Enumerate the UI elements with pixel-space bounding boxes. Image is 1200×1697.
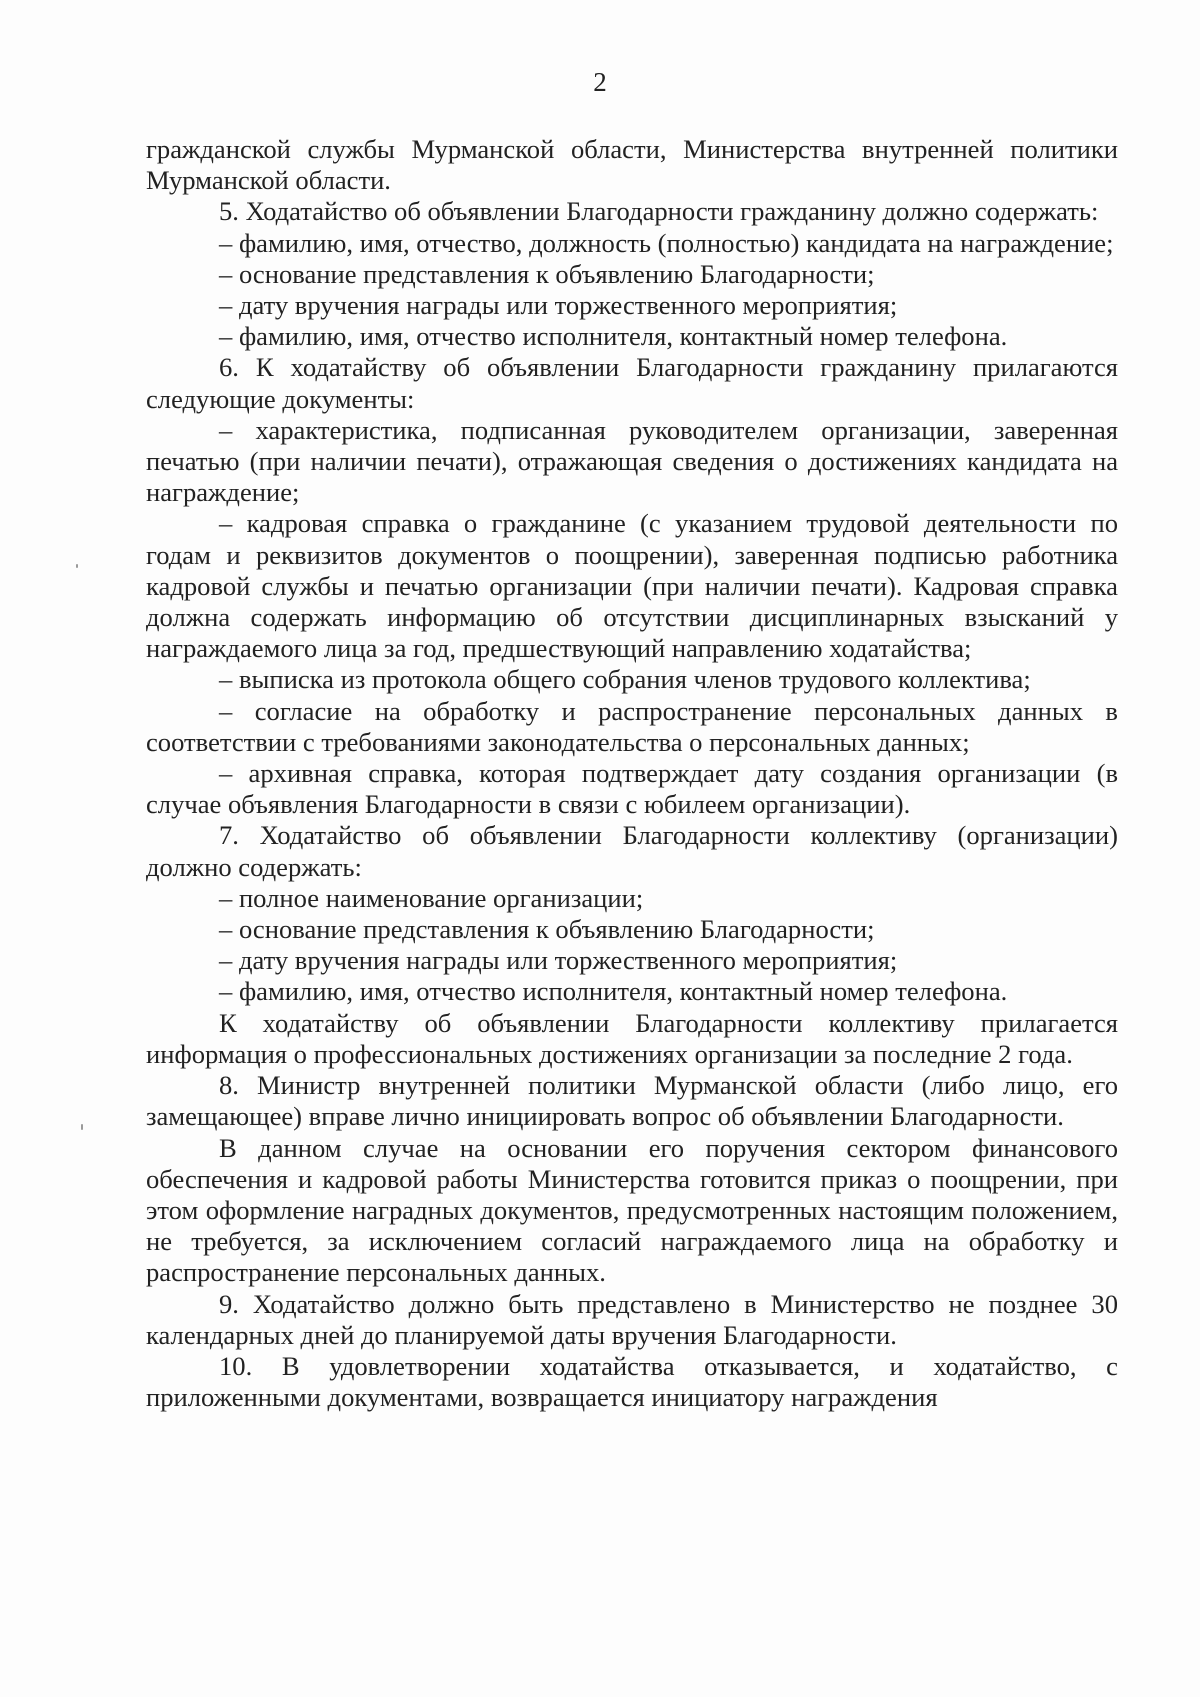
- paragraph-item-6: 6. К ходатайству об объявлении Благодарности гражданину прилагаются следующие документы:: [146, 352, 1118, 414]
- scan-speck: [81, 1124, 83, 1130]
- list-item: – основание представления к объявлению Благодарности;: [219, 258, 875, 289]
- paragraph-item-5: 5. Ходатайство об объявлении Благодарности гражданину должно содержать:: [219, 196, 1099, 227]
- list-item: – архивная справка, которая подтверждает дату создания организации (в случае объявления Благодарности в связи с юбилеем организации).: [146, 758, 1118, 820]
- list-item: – фамилию, имя, отчество, должность (полностью) кандидата на награждение;: [219, 227, 1114, 258]
- list-item: – кадровая справка о гражданине (с указанием трудовой деятельности по годам и реквизитов документов о поощрении), заверенная подписью работника кадровой службы и печатью организации (при наличии печати). Кадровая справка должна содержать информацию об отсутствии дисциплинарных взысканий у награждаемого лица за год, предшествующий направлению ходатайства;: [146, 508, 1118, 664]
- paragraph-item-10: 10. В удовлетворении ходатайства отказывается, и ходатайство, с приложенными документами, возвращается инициатору награждения: [146, 1350, 1118, 1413]
- paragraph: В данном случае на основании его поручения сектором финансового обеспечения и кадровой работы Министерства готовится приказ о поощрении, при этом оформление наградных документов, предусмотренных настоящим положением, не требуется, за исключением согласий награждаемого лица на обработку и распространение персональных данных.: [146, 1132, 1118, 1288]
- list-item: – фамилию, имя, отчество исполнителя, контактный номер телефона.: [219, 976, 1008, 1007]
- page-number: 2: [593, 67, 607, 97]
- paragraph: К ходатайству об объявлении Благодарности коллективу прилагается информация о профессиональных достижениях организации за последние 2 года.: [146, 1007, 1118, 1069]
- list-item: – дату вручения награды или торжественного мероприятия;: [219, 945, 898, 976]
- list-item: – выписка из протокола общего собрания членов трудового коллектива;: [219, 664, 1031, 695]
- scan-speck: [76, 564, 78, 568]
- document-body: [146, 134, 1118, 1413]
- list-item: – фамилию, имя, отчество исполнителя, контактный номер телефона.: [219, 321, 1008, 352]
- list-item: – основание представления к объявлению Благодарности;: [219, 914, 875, 945]
- paragraph-item-7: 7. Ходатайство об объявлении Благодарности коллективу (организации) должно содержать:: [146, 820, 1118, 882]
- paragraph-item-8: 8. Министр внутренней политики Мурманской области (либо лицо, его замещающее) вправе лично инициировать вопрос об объявлении Благодарности.: [146, 1070, 1118, 1132]
- list-item: – дату вручения награды или торжественного мероприятия;: [219, 290, 898, 321]
- list-item: – характеристика, подписанная руководителем организации, заверенная печатью (при наличии печати), отражающая сведения о достижениях кандидата на награждение;: [146, 414, 1118, 508]
- paragraph-item-9: 9. Ходатайство должно быть представлено в Министерство не позднее 30 календарных дней до планируемой даты вручения Благодарности.: [146, 1288, 1118, 1350]
- paragraph-continuation: гражданской службы Мурманской области, Министерства внутренней политики Мурманской области.: [146, 134, 1118, 196]
- list-item: – полное наименование организации;: [219, 882, 644, 913]
- list-item: – согласие на обработку и распространение персональных данных в соответствии с требованиями законодательства о персональных данных;: [146, 695, 1118, 757]
